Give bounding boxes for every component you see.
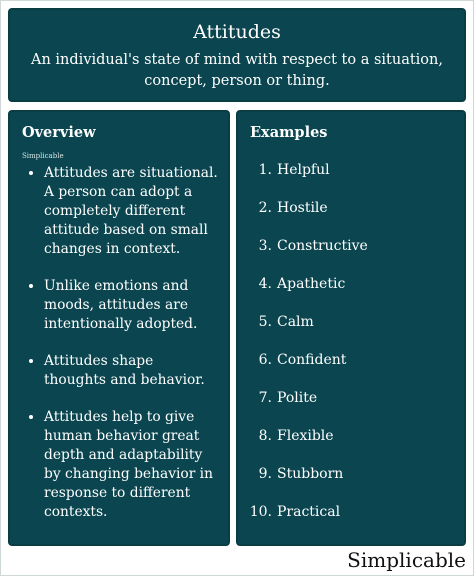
source-tag: Simplicable: [22, 152, 64, 160]
examples-title: Examples: [250, 124, 328, 141]
example-item: [238, 160, 464, 198]
example-item: [238, 502, 464, 540]
example-number: 10.: [249, 504, 272, 520]
overview-bullet: • Unlike emotions and moods, attitudes are intentionally adopted.: [44, 277, 218, 334]
overview-bullet: • Attitudes help to give human behavior great depth and adaptability by changing behavior in response to different contexts.: [44, 408, 218, 522]
example-label: Confident: [277, 352, 347, 368]
example-label: Stubborn: [277, 466, 344, 482]
example-item: [238, 236, 464, 274]
example-number: 5.: [258, 314, 272, 330]
example-label: Constructive: [277, 238, 368, 254]
example-item: [238, 426, 464, 464]
example-item: [238, 312, 464, 350]
example-number: 6.: [258, 352, 272, 368]
header-panel: [8, 8, 466, 102]
example-number: 8.: [258, 428, 272, 444]
overview-list: [10, 164, 228, 540]
example-number: 7.: [258, 390, 272, 406]
example-number: 9.: [258, 466, 272, 482]
page-title: Attitudes: [193, 21, 281, 43]
example-label: Practical: [277, 504, 341, 520]
example-item: [238, 274, 464, 312]
example-item: [238, 198, 464, 236]
examples-list: [238, 160, 464, 540]
brand-logo-text: Simplicable: [347, 548, 466, 572]
example-label: Apathetic: [277, 276, 346, 292]
overview-panel: [8, 110, 230, 546]
example-label: Calm: [277, 314, 314, 330]
example-number: 2.: [258, 200, 272, 216]
example-number: 1.: [258, 162, 272, 178]
example-label: Hostile: [277, 200, 328, 216]
example-label: Polite: [277, 390, 318, 406]
example-item: [238, 464, 464, 502]
overview-title: Overview: [22, 124, 96, 141]
page-subtitle: An individual's state of mind with respect to a situation, concept, person or thing.: [31, 52, 443, 89]
example-number: 3.: [258, 238, 272, 254]
example-item: [238, 350, 464, 388]
example-item: [238, 388, 464, 426]
overview-bullet: • Attitudes are situational. A person can adopt a completely different attitude based on small changes in context.: [44, 164, 218, 259]
examples-panel: [236, 110, 466, 546]
example-label: Helpful: [277, 162, 330, 178]
overview-bullet: • Attitudes shape thoughts and behavior.: [44, 352, 218, 390]
example-number: 4.: [258, 276, 272, 292]
example-label: Flexible: [277, 428, 334, 444]
